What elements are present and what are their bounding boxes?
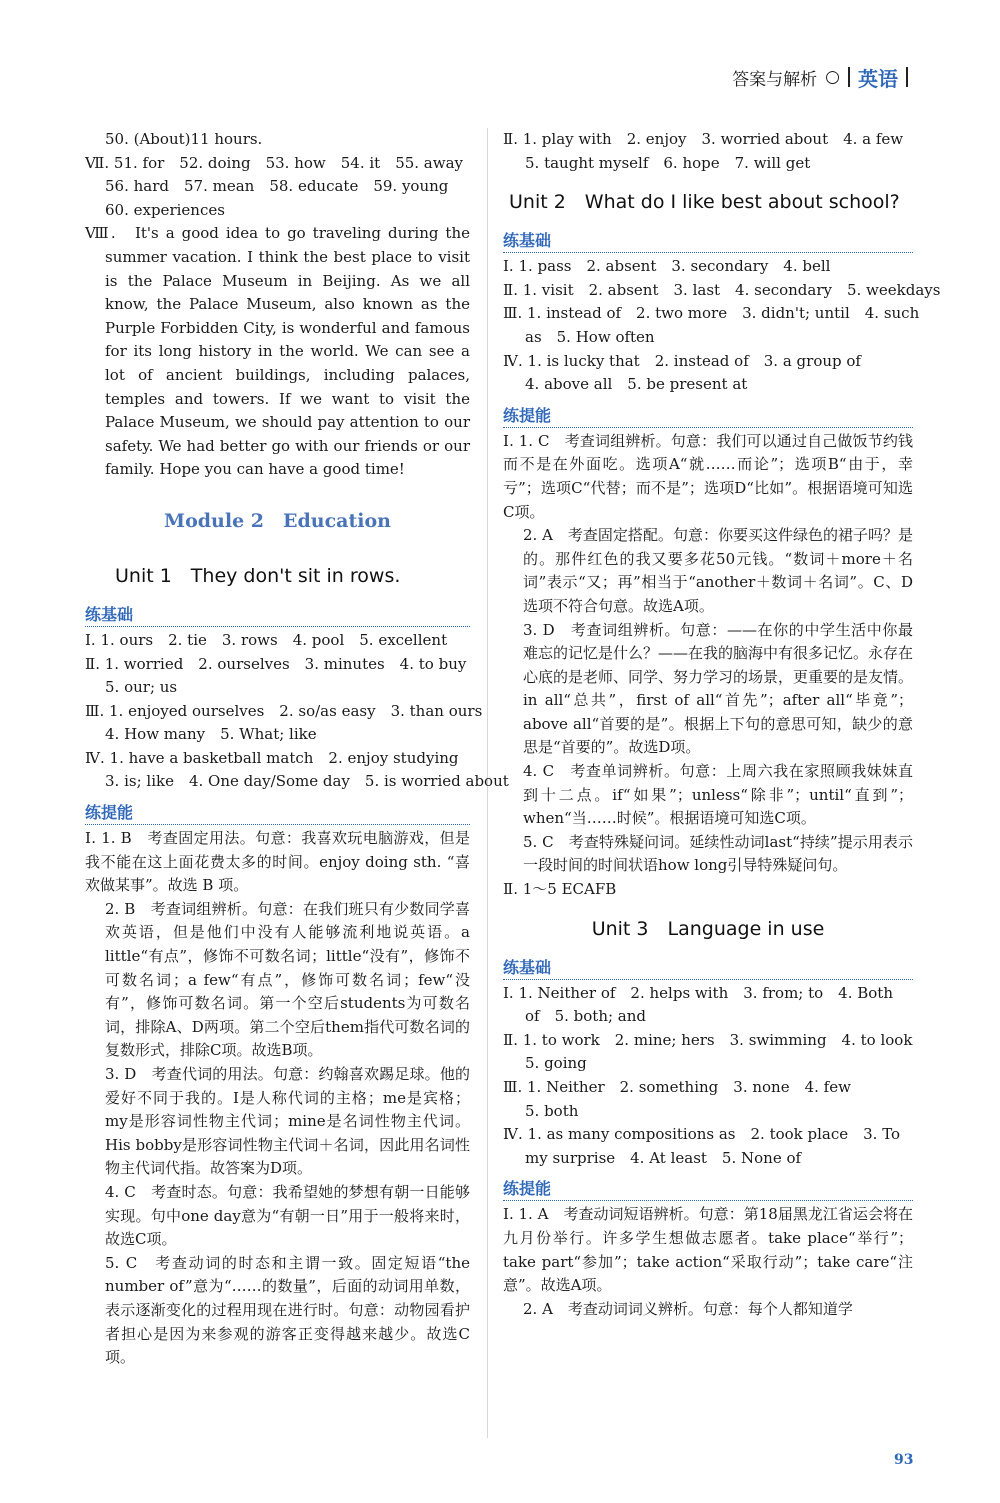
answer-line: of 5. both; and xyxy=(525,1007,647,1026)
answer-line: 5. taught myself 6. hope 7. will get xyxy=(525,153,811,172)
header-subject: 英语 xyxy=(858,66,898,91)
answer-line: Ⅳ. 1. is lucky that 2. instead of 3. a group of xyxy=(503,351,861,370)
section-basic-label: 练基础 xyxy=(85,602,470,627)
section-basic-label: 练基础 xyxy=(503,955,913,980)
explanation-item: 2. A 考查动词词义辨析。句意：每个人都知道学 xyxy=(523,1299,853,1318)
answer-line: 56. hard 57. mean 58. educate 59. young xyxy=(105,177,449,196)
section-basic-label: 练基础 xyxy=(503,228,913,253)
page-header xyxy=(732,62,908,92)
explanation-item: 4. C 考查时态。句意：我希望她的梦想有朝一日能够实现。句中one day意为“有朝一日”用于一般将来时，故选C项。 xyxy=(105,1182,470,1249)
section-advance-label: 练提能 xyxy=(503,1176,913,1201)
answer-line: 5. going xyxy=(525,1054,587,1073)
header-title: 答案与解析 xyxy=(732,69,818,90)
answer-line: 50. (About)11 hours. xyxy=(105,130,263,148)
left-column xyxy=(85,128,509,1370)
answer-line: Ⅰ. 1. ours 2. tie 3. rows 4. pool 5. excellent xyxy=(85,630,448,649)
circle-icon: ○ xyxy=(825,67,840,87)
answer-line: my surprise 4. At least 5. None of xyxy=(525,1148,802,1167)
answer-line: Ⅶ. 51. for 52. doing 53. how 54. it 55. away xyxy=(85,153,464,172)
answer-line: Ⅱ. 1. visit 2. absent 3. last 4. secondary 5. weekdays xyxy=(503,280,941,299)
answer-line: Ⅰ. 1. Neither of 2. helps with 3. from; to 4. Both xyxy=(503,983,893,1002)
unit-title: Unit 1 They don't sit in rows. xyxy=(115,564,401,587)
answer-line: Ⅱ. 1. worried 2. ourselves 3. minutes 4. to buy xyxy=(85,654,467,673)
answer-line: Ⅱ. 1. play with 2. enjoy 3. worried about 4. a few xyxy=(503,130,904,148)
essay-paragraph: Ⅷ. It's a good idea to go traveling during the summer vacation. I think the best place to visit is the Palace Museum in Beijing. As we all know, the Palace Museum, also known as the Purple Forbidden City, is wonderful and famous for its long history in the world. We can see a lot of ancient buildings, including palaces, temples and towers. If we want to visit the Palace Museum, we should pay attention to our safety. We had better go with our friends or our family. Hope you can have a good time! xyxy=(85,224,470,479)
unit-title: Unit 2 What do I like best about school? xyxy=(509,191,900,214)
divider-bar xyxy=(848,67,850,87)
answer-line: Ⅱ. 1～5 ECAFB xyxy=(503,880,617,899)
answer-line: 5. our; us xyxy=(105,678,178,697)
answer-line: Ⅳ. 1. have a basketball match 2. enjoy studying xyxy=(85,748,459,767)
explanation-item: 4. C 考查单词辨析。句意：上周六我在家照顾我妹妹直到十二点。if“如果”；unless“除非”；until“直到”；when“当……时候”。根据语境可知选C项。 xyxy=(523,762,913,828)
answer-line: 4. How many 5. What; like xyxy=(105,725,317,744)
answer-line: Ⅱ. 1. to work 2. mine; hers 3. swimming 4. to look xyxy=(503,1030,913,1049)
answer-line: Ⅰ. 1. pass 2. absent 3. secondary 4. bell xyxy=(503,257,831,276)
unit-title: Unit 3 Language in use xyxy=(591,917,825,940)
explanation-item: 2. A 考查固定搭配。句意：你要买这件绿色的裙子吗？是的。那件红色的我又要多花50元钱。“数词＋more＋名词”表示“又；再”相当于“another＋数词＋名词”。C、D选项不符合句意。故选A项。 xyxy=(523,526,913,615)
explanation-item: Ⅰ. 1. C 考查词组辨析。句意：我们可以通过自己做饭节约钱而不是在外面吃。选项A“就……而论”；选项B“由于，幸亏”；选项C“代替；而不是”；选项D“比如”。根据语境可知选C项。 xyxy=(503,431,913,521)
explanation-item: Ⅰ. 1. A 考查动词短语辨析。句意：第18届黑龙江省运会将在九月份举行。许多学生想做志愿者。take place“举行”；take part“参加”；take action“采取行动”；take care“注意”。故选A项。 xyxy=(503,1205,913,1295)
answer-line: Ⅲ. 1. instead of 2. two more 3. didn't; until 4. such xyxy=(503,304,920,323)
explanation-item: 5. C 考查动词的时态和主谓一致。固定短语“the number of”意为“……的数量”，后面的动词用单数，表示逐渐变化的过程用现在进行时。句意：动物园看护者担心是因为来参观的游客正变得越来越少。故选C项。 xyxy=(105,1253,470,1367)
explanation-item: 2. B 考查词组辨析。句意：在我们班只有少数同学喜欢英语，但是他们中没有人能够流利地说英语。a little“有点”，修饰不可数名词；little“没有”，修饰不可数名词；a few“有点”，修饰可数名词；few“没有”，修饰可数名词。第一个空后students为可数名词，排除A、D两项。第二个空后them指代可数名词的复数形式，排除C项。故选B项。 xyxy=(105,899,470,1060)
explanation-item: 5. C 考查特殊疑问词。延续性动词last“持续”提示用表示一段时间的时间状语how long引导特殊疑问句。 xyxy=(523,832,913,875)
module-title: Module 2 Education xyxy=(164,509,391,532)
answer-line: Ⅲ. 1. Neither 2. something 3. none 4. few xyxy=(503,1078,851,1096)
answer-line: Ⅳ. 1. as many compositions as 2. took place 3. To xyxy=(503,1125,901,1144)
answer-line: 5. both xyxy=(525,1101,579,1120)
explanation-item: 3. D 考查词组辨析。句意：——在你的中学生活中你最难忘的记忆是什么？——在我的脑海中有很多记忆。永存在心底的是老师、同学、努力学习的场景，更重要的是友情。in all“总共”，first of all“首先”；after all“毕竟”；above all“首要的是”。根据上下句的意思可知，缺少的意思是“首要的”。故选D项。 xyxy=(523,620,914,757)
explanation-item: 3. D 考查代词的用法。句意：约翰喜欢踢足球。他的爱好不同于我的。I是人称代词的主格；me是宾格；my是形容词性物主代词；mine是名词性物主代词。His bobby是形容词性物主代词＋名词，因此用名词性物主代词代指。故答案为D项。 xyxy=(105,1065,470,1178)
section-advance-label: 练提能 xyxy=(85,800,470,825)
right-column xyxy=(503,128,941,1321)
section-advance-label: 练提能 xyxy=(503,403,913,428)
answer-line: as 5. How often xyxy=(525,327,655,346)
divider-bar xyxy=(906,67,908,87)
answer-line: Ⅲ. 1. enjoyed ourselves 2. so/as easy 3. than ours xyxy=(85,701,483,720)
explanation-item: Ⅰ. 1. B 考查固定用法。句意：我喜欢玩电脑游戏，但是我不能在这上面花费太多的时间。enjoy doing sth. “喜欢做某事”。故选 B 项。 xyxy=(85,829,470,895)
answer-line: 60. experiences xyxy=(105,200,225,219)
answer-line: 4. above all 5. be present at xyxy=(525,375,748,394)
answer-line: 3. is; like 4. One day/Some day 5. is worried about xyxy=(105,772,509,791)
page-number: 93 xyxy=(894,1452,914,1468)
